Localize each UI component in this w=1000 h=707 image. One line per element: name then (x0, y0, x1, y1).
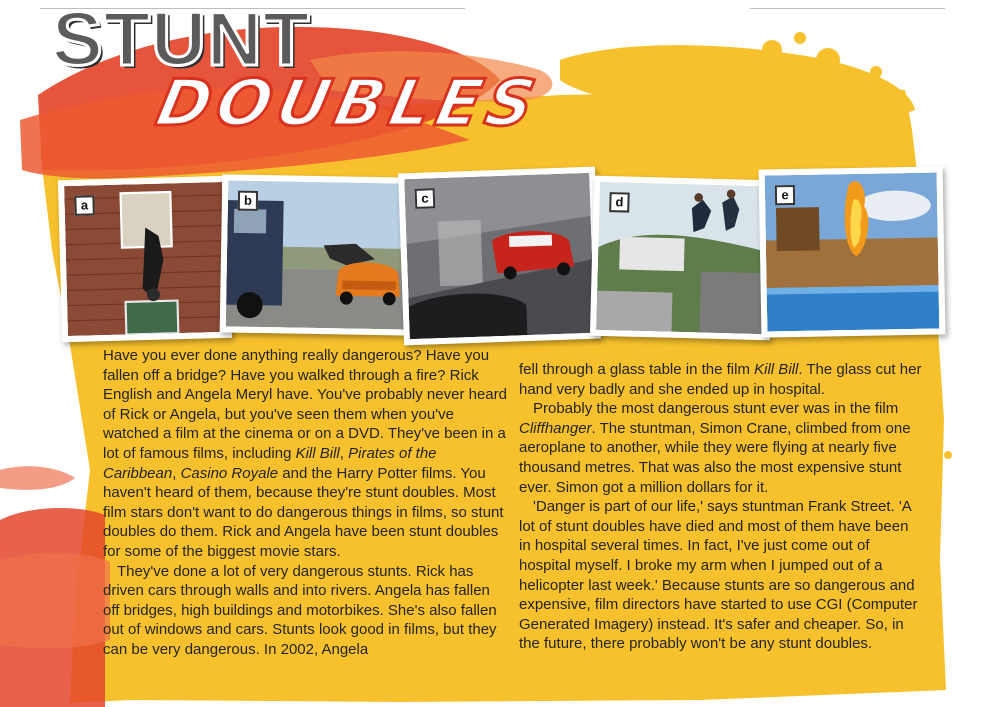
title-doubles: DOUBLES (150, 67, 547, 141)
paragraph-1-text-b: and the Harry Potter films. You haven't heard of them, because they're stunt doubles. Most film stars don't want to do dangerous things in films, so stunt doubles do them. Rick and Angela have been stunt doubles for some of the biggest movie stars. (103, 464, 504, 560)
article-column-right (519, 360, 924, 654)
photo-a (58, 176, 232, 342)
photo-c (398, 167, 601, 346)
paragraph-4-text-a: Probably the most dangerous stunt ever was in the film (533, 400, 899, 418)
paragraph-5-text: 'Danger is part of our life,' says stuntman Frank Street. 'A lot of stunt doubles have died and most of them have been in hospital several times. In fact, I've just come out of hospital myself. I broke my arm when I jumped out of a helicopter last week.' Because stunts are so dangerous and expensive, film directors have started to use CGI (Computer Generated Imagery) instead. It's safer and cheaper. So, in the future, there probably won't be any stunt doubles. (519, 498, 918, 653)
photo-e (759, 166, 946, 337)
photo-label-e: e (775, 185, 795, 205)
paragraph-2 (103, 562, 508, 660)
paragraph-3 (519, 360, 924, 399)
paragraph-1-text-a: Have you ever done anything really dangerous? Have you fallen off a bridge? Have you walked through a fire? Rick English and Angela Meryl have. You've probably never heard of Rick or Angela, but you've seen them when you've watched a film at the cinema or on a DVD. They've been in a lot of famous films, including (103, 347, 507, 462)
comma-2: , (172, 464, 181, 482)
film-kill-bill: Kill Bill (295, 444, 340, 462)
paragraph-1 (103, 346, 508, 562)
film-cliffhanger: Cliffhanger (519, 419, 592, 437)
film-kill-bill-2: Kill Bill (754, 361, 799, 378)
paragraph-4-text-b: . The stuntman, Simon Crane, climbed from one aeroplane to another, while they were flying at nearly five thousand metres. That was also the most expensive stunt ever. Simon got a million dollars for it. (519, 419, 911, 496)
paragraph-4 (519, 399, 924, 497)
photo-label-a: a (74, 195, 95, 216)
photo-d (590, 176, 774, 341)
title-stunt: STUNT (52, 0, 311, 82)
paragraph-3-text-a: fell through a glass table in the film (519, 361, 755, 378)
film-casino-royale: Casino Royale (180, 464, 279, 482)
paragraph-2-text: They've done a lot of very dangerous stunts. Rick has driven cars through walls and into rivers. Angela has fallen off bridges, high buildings and motorbikes. She's also fallen out of windows and cars. Stunts look good in films, but they can be very dangerous. In 2002, Angela (103, 562, 497, 658)
photo-b (220, 174, 413, 335)
photo-label-d: d (609, 192, 630, 213)
film-pirates: Pirates of the Caribbean (103, 444, 437, 482)
paragraph-3-text-b: . The glass cut her hand very badly and she ended up in hospital. (519, 361, 922, 398)
article-column-left (103, 346, 508, 660)
photo-label-c: c (415, 188, 436, 209)
comma-1: , (339, 444, 349, 462)
paragraph-5 (519, 497, 924, 654)
photo-label-b: b (238, 191, 258, 211)
